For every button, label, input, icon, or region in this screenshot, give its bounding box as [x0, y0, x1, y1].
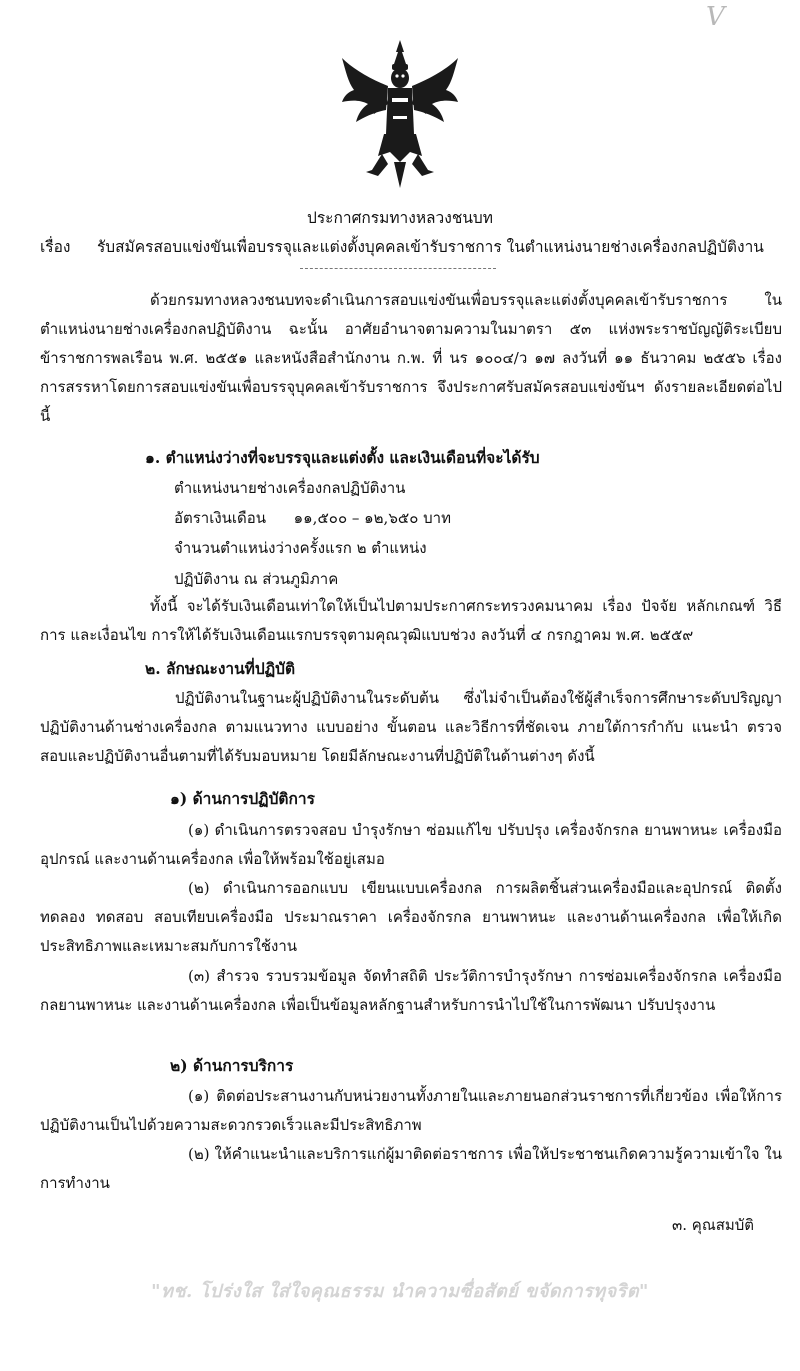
- operations-heading: ๑) ด้านการปฏิบัติการ: [170, 789, 315, 808]
- section-2-intro: ปฏิบัติงานในฐานะผู้ปฏิบัติงานในระดับต้น ซึ่งไม่จำเป็นต้องใช้ผู้สำเร็จการศึกษาระดับปริญญา ปฏิบัติงานด้านช่างเครื่องกล ตามแนวทาง แบบอย่าง ขั้นตอน และวิธีการที่ชัดเจน ภายใต้การกำกับ แนะนำ ตรวจสอบและปฏิบัติงานอื่นตามที่ได้รับมอบหมาย โดยมีลักษณะงานที่ปฏิบัติในด้านต่างๆ ดังนี้: [40, 689, 782, 765]
- salary-value: ๑๑,๕๐๐ – ๑๒,๖๕๐ บาท: [293, 509, 451, 527]
- subject-text: รับสมัครสอบแข่งขันเพื่อบรรจุและแต่งตั้งบุคคลเข้ารับราชการ ในตำแหน่งนายช่างเครื่องกลปฏิบัติงาน: [96, 238, 764, 256]
- vacancy-count: จำนวนตำแหน่งว่างครั้งแรก ๒ ตำแหน่ง: [174, 539, 427, 557]
- work-location: ปฏิบัติงาน ณ ส่วนภูมิภาค: [174, 570, 339, 588]
- section-1-heading: ๑. ตำแหน่งว่างที่จะบรรจุและแต่งตั้ง และเงินเดือนที่จะได้รับ: [145, 448, 540, 467]
- position-name: ตำแหน่งนายช่างเครื่องกลปฏิบัติงาน: [174, 479, 406, 497]
- announcement-title: ประกาศกรมทางหลวงชนบท: [307, 209, 493, 227]
- subject-row: [40, 234, 800, 259]
- intro-paragraph: ด้วยกรมทางหลวงชนบทจะดำเนินการสอบแข่งขันเพื่อบรรจุและแต่งตั้งบุคคลเข้ารับราชการ ในตำแหน่งนายช่างเครื่องกลปฏิบัติงาน ฉะนั้น อาศัยอำนาจตามความในมาตรา ๕๓ แห่งพระราชบัญญัติระเบียบข้าราชการพลเรือน พ.ศ. ๒๕๕๑ และหนังสือสำนักงาน ก.พ. ที่ นร ๑๐๐๔/ว ๑๗ ลงวันที่ ๑๑ ธันวาคม ๒๕๕๖ เรื่อง การสรรหาโดยการสอบแข่งขันเพื่อบรรจุบุคคลเข้ารับราชการ จึงประกาศรับสมัครสอบแข่งขันฯ ดังรายละเอียดต่อไปนี้: [40, 291, 782, 425]
- services-item-1: (๑) ติดต่อประสานงานกับหน่วยงานทั้งภายในและภายนอกส่วนราชการที่เกี่ยวข้อง เพื่อให้การปฏิบัติงานเป็นไปด้วยความสะดวกรวดเร็วและมีประสิทธิภาพ: [40, 1087, 782, 1134]
- services-item-2: (๒) ให้คำแนะนำและบริการแก่ผู้มาติดต่อราชการ เพื่อให้ประชาชนเกิดความรู้ความเข้าใจ ในการทำงาน: [40, 1145, 782, 1192]
- operations-item-2: (๒) ดำเนินการออกแบบ เขียนแบบเครื่องกล การผลิตชิ้นส่วนเครื่องมือและอุปกรณ์ ติดตั้ง ทดลอง ทดสอบ สอบเทียบเครื่องมือ ประมาณราคา เครื่องจักรกล ยานพาหนะ และงานด้านเครื่องกล เพื่อให้เกิดประสิทธิภาพและเหมาะสมกับการใช้งาน: [40, 879, 782, 955]
- salary-row: [174, 506, 451, 530]
- subject-label: เรื่อง: [40, 238, 71, 256]
- section-2-heading: ๒. ลักษณะงานที่ปฏิบัติ: [145, 659, 296, 678]
- watermark-motto: "ทช. โปร่งใส ใส่ใจคุณธรรม นำความซื่อสัตย์ ขจัดการทุจริต": [151, 1281, 649, 1302]
- corner-mark: V: [706, 2, 725, 32]
- operations-item-3: (๓) สำรวจ รวบรวมข้อมูล จัดทำสถิติ ประวัติการบำรุงรักษา การซ่อมเครื่องจักรกล เครื่องมือกลยานพาหนะ และงานด้านเครื่องกล เพื่อเป็นข้อมูลหลักฐานสำหรับการนำไปใช้ในการพัฒนา ปรับปรุงงาน: [40, 967, 782, 1014]
- garuda-emblem-icon: [338, 38, 462, 190]
- salary-note: ทั้งนี้ จะได้รับเงินเดือนเท่าใดให้เป็นไปตามประกาศกระทรวงคมนาคม เรื่อง ปัจจัย หลักเกณฑ์ วิธีการ และเงื่อนไข การให้ได้รับเงินเดือนแรกบรรจุตามคุณวุฒิแบบช่วง ลงวันที่ ๔ กรกฎาคม พ.ศ. ๒๕๕๙: [40, 597, 782, 644]
- operations-item-1: (๑) ดำเนินการตรวจสอบ บำรุงรักษา ซ่อมแก้ไข ปรับปรุง เครื่องจักรกล ยานพาหนะ เครื่องมือ อุปกรณ์ และงานด้านเครื่องกล เพื่อให้พร้อมใช้อยู่เสมอ: [40, 821, 782, 868]
- services-heading: ๒) ด้านการบริการ: [170, 1056, 294, 1075]
- salary-label: อัตราเงินเดือน: [174, 509, 267, 527]
- next-section-marker: ๓. คุณสมบัติ: [672, 1216, 755, 1234]
- header-divider: [300, 268, 496, 269]
